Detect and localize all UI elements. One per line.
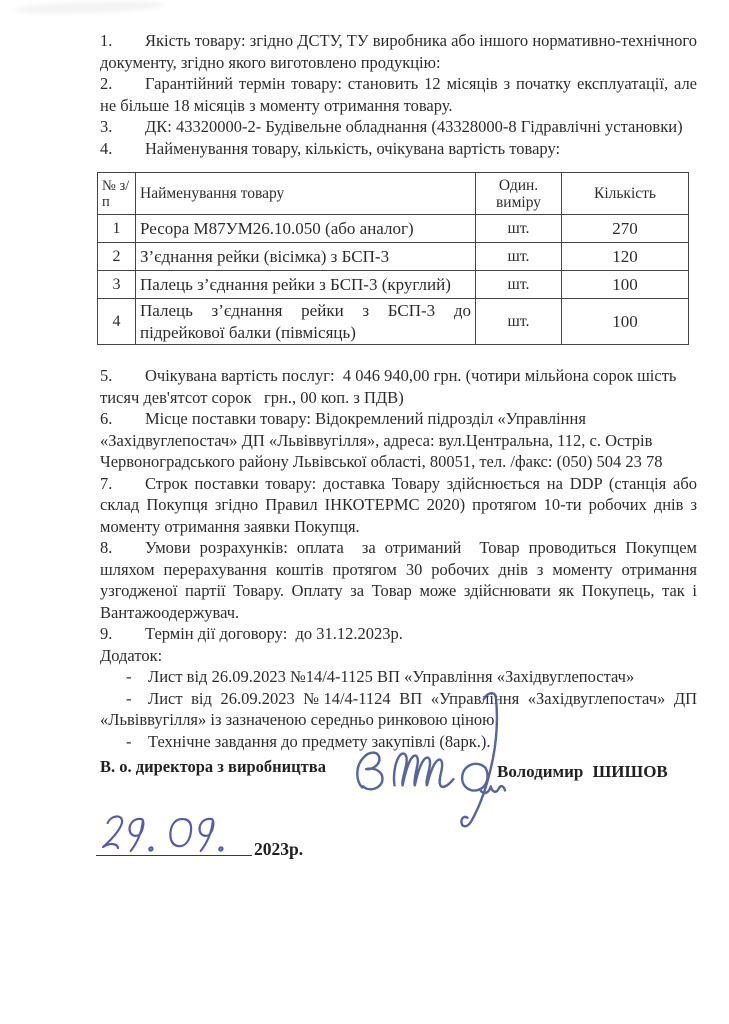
- item-text: ДК: 43320000-2- Будівельне обладнання (43328000-8 Гідравлічні установки): [145, 117, 683, 136]
- ordered-item-1: [100, 30, 702, 73]
- item-name: З’єднання рейки (вісімка) з БСП-3: [136, 243, 476, 271]
- handwritten-date-text: [95, 808, 96, 809]
- ordered-item-4: [100, 138, 697, 160]
- item-unit: шт.: [476, 299, 562, 345]
- signer-name: Володимир ШИШОВ: [497, 762, 668, 781]
- signature-loop: [462, 764, 487, 791]
- item-text: Строк поставки товару: доставка Товару здійснюється на DDP (станція або склад Покупця згідно Правил ІНКОТЕРМС 2020) протягом 10-ти робочих днів з моменту отримання заявки Покупця.: [100, 473, 702, 536]
- item-number: 6.: [100, 409, 113, 428]
- row-number: 2: [98, 243, 136, 271]
- document-body: [100, 30, 702, 752]
- signature-flourish: [461, 693, 496, 826]
- item-unit: шт.: [476, 271, 562, 299]
- attachments-label: Додаток:: [100, 645, 163, 665]
- item-text: Місце поставки товару: Відокремлений підрозділ «Управління «Західвуглепостач» ДП «Львіввугілля», адреса: вул.Центральна, 112, с. Острів Червоноградського району Львівської області, 80051, тел. /факс: (050) 504 23 78: [100, 409, 663, 471]
- dot: [219, 847, 223, 850]
- item-quantity: 100: [562, 299, 689, 345]
- row-number: 4: [98, 299, 136, 345]
- attachment-text: Лист від 26.09.2023 №14/4-1124 ВП «Управління «Західвуглепостач» ДП «Львіввугілля» із зазначеною середньо ринковою ціною.: [100, 688, 702, 729]
- dash-marker: -: [126, 731, 132, 751]
- ordered-item-6: [100, 408, 697, 473]
- table-row: [98, 215, 689, 243]
- attachment-text: Технічне завдання до предмету закупівлі (8арк.).: [148, 731, 491, 751]
- row-number: 3: [98, 271, 136, 299]
- table-row: [98, 299, 689, 345]
- item-quantity: 270: [562, 215, 689, 243]
- ordered-item-7: [100, 473, 702, 538]
- scan-artifact: [14, 0, 164, 16]
- item-text: Умови розрахунків: оплата за отриманий Товар проводиться Покупцем шляхом перерахування коштів протягом 30 робочих днів з моменту отримання узгодженої партії Товару. Оплату за Товар може здійснювати як Покупець, так і Вантажоодержувач.: [100, 538, 702, 622]
- digit-9: [127, 819, 144, 851]
- item-number: 8.: [100, 538, 113, 557]
- ordered-item-3: [100, 116, 697, 138]
- table-row: [98, 243, 689, 271]
- date-block: [95, 808, 335, 868]
- item-text: Очікувана вартість послуг: 4 046 940,00 грн. (чотири мільйона сорок шість тисяч дев'ятсот сорок грн., 00 коп. з ПДВ): [100, 366, 685, 407]
- signature-initial: [357, 753, 382, 790]
- dash-marker: -: [126, 688, 132, 708]
- item-number: 1.: [100, 31, 113, 50]
- signer-title: В. о. директора з виробництва: [100, 757, 326, 776]
- item-number: 7.: [100, 473, 113, 493]
- signature-humps: [394, 754, 453, 787]
- item-text: Термін дії договору: до 31.12.2023р.: [145, 624, 403, 643]
- header-unit: Один. виміру: [476, 173, 562, 215]
- header-item-name: Найменування товару: [136, 173, 476, 215]
- signature-ink: [355, 690, 507, 832]
- item-number: 5.: [100, 366, 113, 385]
- item-text: Гарантійний термін товару: становить 12 місяців з початку експлуатації, але не більше 18 місяців з моменту отримання товару.: [100, 74, 702, 115]
- ordered-item-2: [100, 73, 702, 116]
- table-header-row: [98, 173, 689, 215]
- item-text: Найменування товару, кількість, очікувана вартість товару:: [145, 138, 561, 158]
- item-number: 4.: [100, 138, 113, 158]
- item-quantity: 120: [562, 243, 689, 271]
- digit-0: [169, 819, 192, 846]
- item-unit: шт.: [476, 215, 562, 243]
- goods-table: [97, 172, 689, 345]
- item-number: 3.: [100, 117, 113, 136]
- item-number: 9.: [100, 624, 113, 643]
- handwritten-date-ink: [97, 810, 247, 854]
- digit-2: [103, 816, 123, 848]
- table-row: [98, 271, 689, 299]
- date-year: 2023р.: [254, 839, 304, 859]
- ordered-item-5: [100, 365, 697, 408]
- item-name: Ресора М87УМ26.10.050 (або аналог): [136, 215, 476, 243]
- item-number: 2.: [100, 74, 113, 93]
- item-name: Палець з’єднання рейки з БСП-3 до підрейкової балки (півмісяць): [136, 299, 476, 345]
- attachment-text: Лист від 26.09.2023 №14/4-1125 ВП «Управління «Західвуглепостач»: [148, 667, 635, 686]
- item-text: Якість товару: згідно ДСТУ, ТУ виробника або іншого нормативно-технічного документу, згідно якого виготовлено продукцію:: [100, 31, 702, 72]
- attachment-item-1: [100, 666, 697, 688]
- header-quantity: Кількість: [562, 173, 689, 215]
- row-number: 1: [98, 215, 136, 243]
- dash-marker: -: [126, 667, 132, 686]
- digit-9b: [197, 819, 214, 851]
- item-name: Палець з’єднання рейки з БСП-3 (круглий): [136, 271, 476, 299]
- ordered-item-9: [100, 623, 697, 645]
- dot: [149, 847, 153, 850]
- date-underline: [96, 855, 252, 856]
- header-row-number: № з/п: [98, 173, 136, 215]
- item-quantity: 100: [562, 271, 689, 299]
- ordered-item-8: [100, 537, 702, 623]
- item-unit: шт.: [476, 243, 562, 271]
